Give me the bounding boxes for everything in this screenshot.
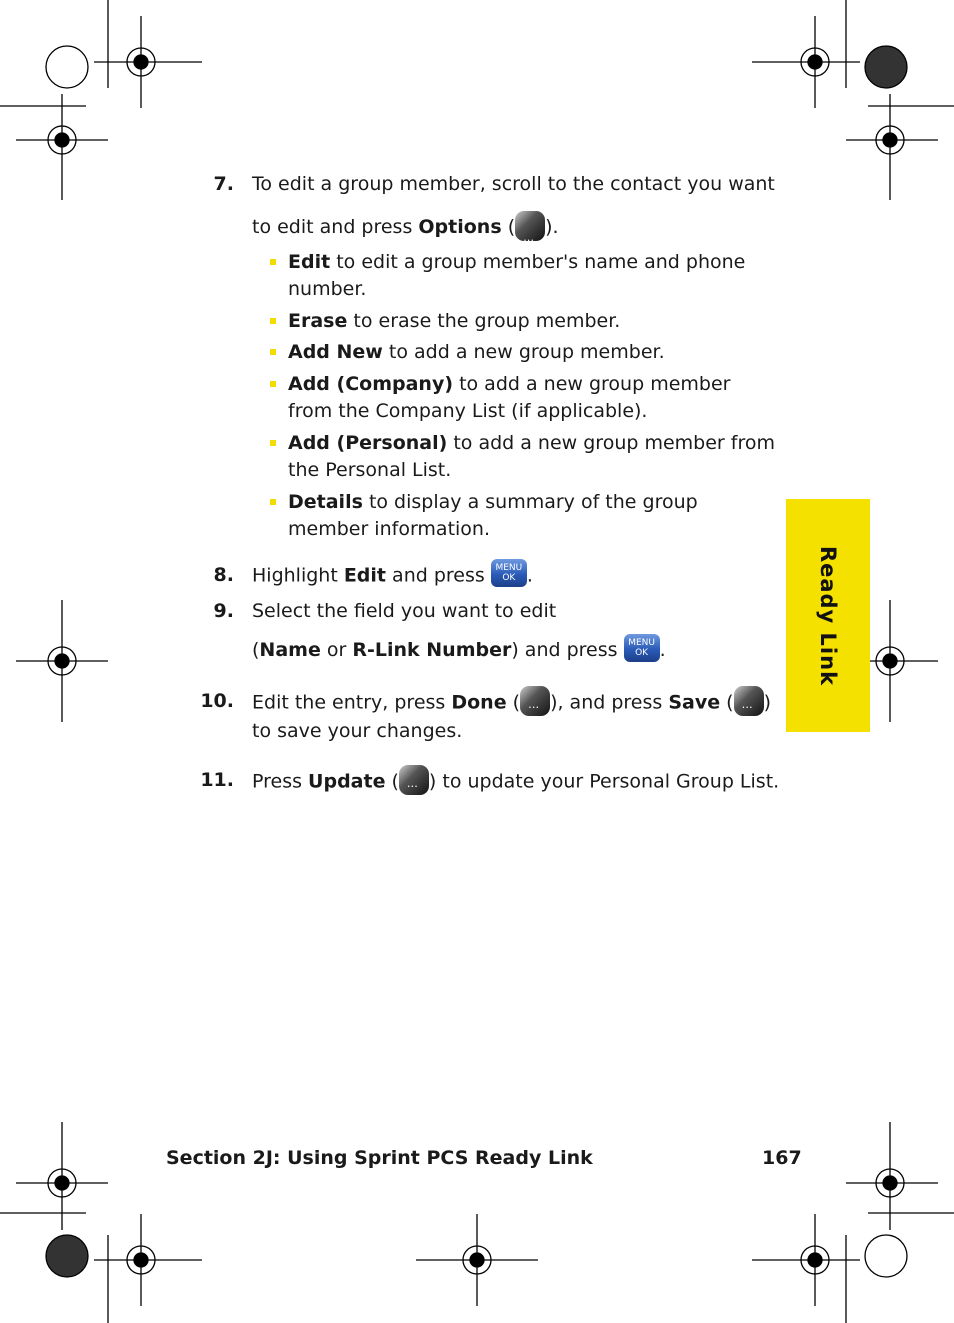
option-item: Add (Company) to add a new group member from the Company List (if applicable). bbox=[288, 371, 778, 425]
softkey-left-icon bbox=[734, 686, 764, 716]
step-text: Edit the entry, press Done (… ), and press Save (… ) to save your changes. bbox=[252, 688, 772, 745]
footer-section-title: Section 2J: Using Sprint PCS Ready Link bbox=[166, 1147, 593, 1169]
option-item: Edit to edit a group member's name and phone number. bbox=[288, 249, 778, 303]
step-number: 7. bbox=[213, 173, 234, 195]
bullet-square-icon bbox=[270, 381, 276, 387]
option-item: Add New to add a new group member. bbox=[288, 339, 778, 366]
section-tab-label: Ready Link bbox=[816, 545, 840, 686]
menu-ok-key-icon: MENU OK bbox=[624, 634, 660, 662]
step-number: 9. bbox=[213, 600, 234, 622]
step-text: Select the field you want to edit (Name or R-Link Number) and press MENU OK . bbox=[252, 600, 666, 661]
step-text: Press Update (… ) to update your Personal Group List. bbox=[252, 767, 792, 797]
step-text: Highlight Edit and press MENU OK . bbox=[252, 562, 792, 590]
bullet-square-icon bbox=[270, 349, 276, 355]
softkey-right-icon bbox=[515, 211, 545, 241]
menu-ok-key-icon: MENU OK bbox=[491, 559, 527, 587]
softkey-left-icon bbox=[520, 686, 550, 716]
softkey-left-icon bbox=[399, 765, 429, 795]
step-number: 10. bbox=[200, 690, 234, 712]
option-item: Add (Personal) to add a new group member from the Personal List. bbox=[288, 430, 778, 484]
bullet-square-icon bbox=[270, 259, 276, 265]
bullet-square-icon bbox=[270, 499, 276, 505]
section-tab bbox=[786, 499, 870, 732]
bullet-square-icon bbox=[270, 440, 276, 446]
step-text: To edit a group member, scroll to the contact you want to edit and press Options (… ). bbox=[252, 163, 792, 249]
option-item: Erase to erase the group member. bbox=[288, 308, 778, 335]
option-item: Details to display a summary of the group member information. bbox=[288, 489, 778, 543]
page-number: 167 bbox=[762, 1147, 802, 1169]
bullet-square-icon bbox=[270, 318, 276, 324]
step-number: 8. bbox=[213, 564, 234, 586]
step-number: 11. bbox=[200, 769, 234, 791]
